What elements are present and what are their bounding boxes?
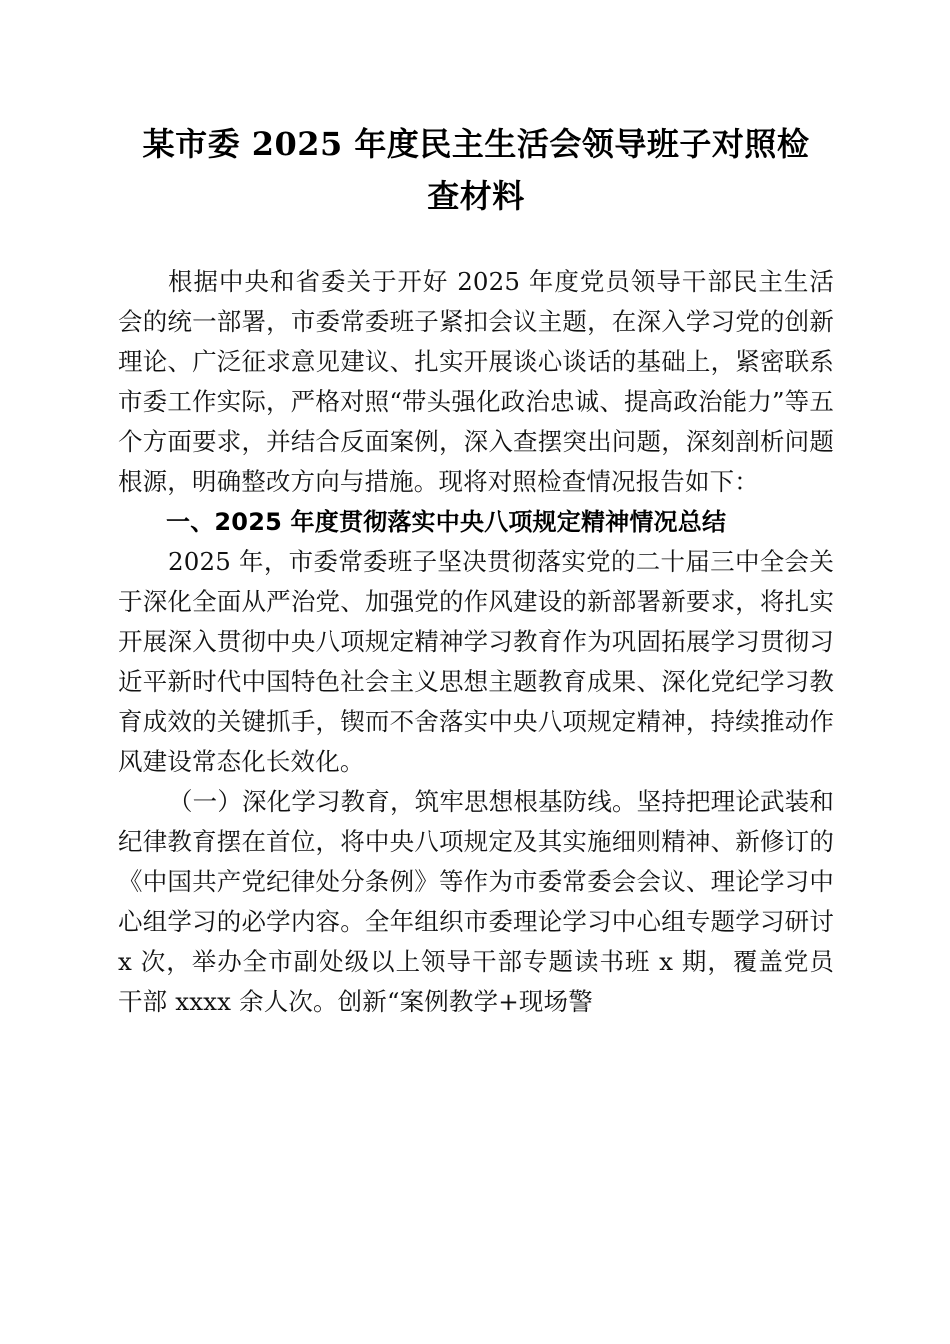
- page-title: [118, 0, 834, 222]
- paragraph-intro: 根据中央和省委关于开好 2025 年度党员领导干部民主生活会的统一部署，市委常委班子紧扣会议主题，在深入学习党的创新理论、广泛征求意见建议、扎实开展谈心谈话的基础上，紧密联系市委工作实际，严格对照“带头强化政治忠诚、提高政治能力”等五个方面要求，并结合反面案例，深入查摆突出问题，深刻剖析问题根源，明确整改方向与措施。现将对照检查情况报告如下：: [118, 267, 834, 496]
- page-title-line-2: 查材料: [427, 177, 525, 215]
- page-title-line-1: 某市委 2025 年度民主生活会领导班子对照检: [142, 125, 810, 163]
- paragraph-section-1-body: 2025 年，市委常委班子坚决贯彻落实党的二十届三中全会关于深化全面从严治党、加强党的作风建设的新部署新要求，将扎实开展深入贯彻中央八项规定精神学习教育作为巩固拓展学习贯彻习近平新时代中国特色社会主义思想主题教育成果、深化党纪学习教育成效的关键抓手，锲而不舍落实中央八项规定精神，持续推动作风建设常态化长效化。: [118, 547, 834, 776]
- paragraph-section-1-sub-1: （一）深化学习教育，筑牢思想根基防线。坚持把理论武装和纪律教育摆在首位，将中央八项规定及其实施细则精神、新修订的《中国共产党纪律处分条例》等作为市委常委会会议、理论学习中心组学习的必学内容。全年组织市委理论学习中心组专题学习研讨 x 次，举办全市副处级以上领导干部专题读书班 x 期，覆盖党员干部 xxxx 余人次。创新“案例教学+现场警: [118, 787, 834, 1016]
- title-spacer: [118, 222, 834, 262]
- section-heading-1: 一、2025 年度贯彻落实中央八项规定精神情况总结: [166, 508, 727, 536]
- document-content: [118, 0, 834, 1022]
